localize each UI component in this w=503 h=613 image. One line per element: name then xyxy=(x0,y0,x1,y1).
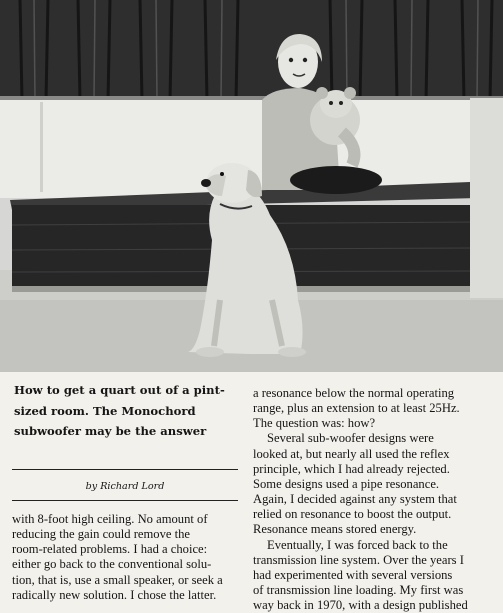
text-line: looked at, but nearly all used the reflex xyxy=(253,446,450,461)
article-headline xyxy=(14,380,240,442)
text-line: reducing the gain could remove the xyxy=(12,527,190,542)
text-line: Resonance means stored energy. xyxy=(253,522,417,537)
headline-rule-bottom xyxy=(12,500,238,501)
text-line: either go back to the conventional solu- xyxy=(12,557,212,572)
text-line: principle, which I had already rejected. xyxy=(253,461,450,476)
body-paragraph xyxy=(253,538,493,613)
text-line: of transmission line loading. My first was xyxy=(253,583,464,598)
text-line: relied on resonance to boost the output. xyxy=(253,507,452,522)
body-paragraph xyxy=(12,512,240,603)
body-column-right xyxy=(253,386,493,613)
text-line: had experimented with several versions xyxy=(253,567,453,582)
headline-rule-top xyxy=(12,469,238,470)
text-line: Eventually, I was forced back to the xyxy=(267,537,448,552)
text-line: room-related problems. I had a choice: xyxy=(12,542,208,557)
text-line: Again, I decided against any system that xyxy=(253,492,457,507)
text-line: transmission line system. Over the years I xyxy=(253,552,464,567)
text-line: with 8-foot high ceiling. No amount of xyxy=(12,512,208,526)
text-line: tion, that is, use a small speaker, or seek a xyxy=(12,572,223,587)
body-paragraph xyxy=(253,431,493,537)
text-line: The question was: how? xyxy=(253,416,376,431)
text-line: way back in 1970, with a design published xyxy=(253,598,468,613)
byline: by Richard Lord xyxy=(85,481,165,492)
text-line: Several sub-woofer designs were xyxy=(267,431,434,446)
text-line: Some designs used a pipe resonance. xyxy=(253,476,440,491)
text-line: range, plus an extension to at least 25Hz. xyxy=(253,401,460,416)
text-line: a resonance below the normal operating xyxy=(253,386,455,400)
text-line: radically new solution. I chose the latter. xyxy=(12,587,217,602)
body-paragraph xyxy=(253,386,493,431)
headline-line: How to get a quart out of a pint- xyxy=(14,383,225,397)
headline-line: subwoofer may be the answer xyxy=(14,424,207,438)
body-column-left xyxy=(12,512,240,603)
headline-line: sized room. The Monochord xyxy=(14,403,196,418)
